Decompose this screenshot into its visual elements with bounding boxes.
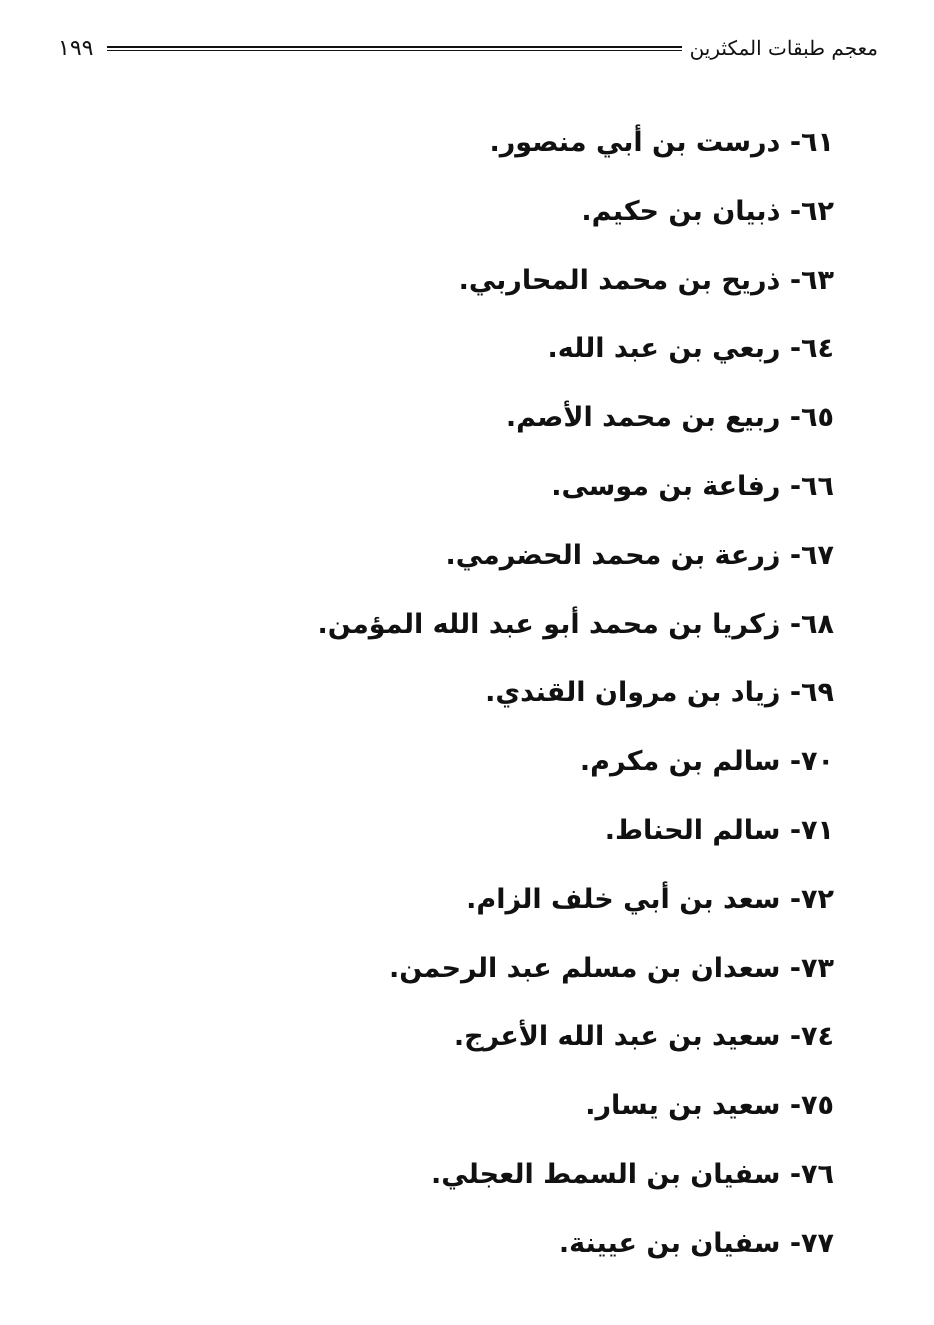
list-item: ٦٦- رفاعة بن موسى. xyxy=(551,470,834,502)
list-item: ٦٢- ذبيان بن حكيم. xyxy=(581,195,834,227)
list-item: ٧٣- سعدان بن مسلم عبد الرحمن. xyxy=(388,952,834,984)
list-item: ٦٨- زكريا بن محمد أبو عبد الله المؤمن. xyxy=(317,608,834,640)
header-rule xyxy=(107,46,681,51)
page-number: ١٩٩ xyxy=(58,35,94,61)
list-item: ٧٥- سعيد بن يسار. xyxy=(585,1090,834,1122)
list-item: ٧٦- سفيان بن السمط العجلي. xyxy=(431,1158,834,1190)
list-item: ٧١- سالم الحناط. xyxy=(604,814,834,846)
list-item: ٦٥- ربيع بن محمد الأصم. xyxy=(505,402,834,434)
page-header xyxy=(58,30,878,66)
list-item: ٧٠- سالم بن مكرم. xyxy=(579,746,834,778)
list-item: ٦٤- ربعي بن عبد الله. xyxy=(547,333,834,365)
list-item: ٦٩- زياد بن مروان القندي. xyxy=(485,677,834,709)
entry-list xyxy=(274,118,834,1288)
list-item: ٦٣- ذريح بن محمد المحاربي. xyxy=(458,264,834,296)
list-item: ٧٧- سفيان بن عيينة. xyxy=(558,1227,834,1259)
list-item: ٧٤- سعيد بن عبد الله الأعرج. xyxy=(453,1021,834,1053)
running-title: معجم طبقات المكثرين xyxy=(689,36,878,60)
list-item: ٧٢- سعد بن أبي خلف الزام. xyxy=(466,883,834,915)
list-item: ٦٧- زرعة بن محمد الحضرمي. xyxy=(445,539,834,571)
list-item: ٦١- درست بن أبي منصور. xyxy=(489,127,834,158)
